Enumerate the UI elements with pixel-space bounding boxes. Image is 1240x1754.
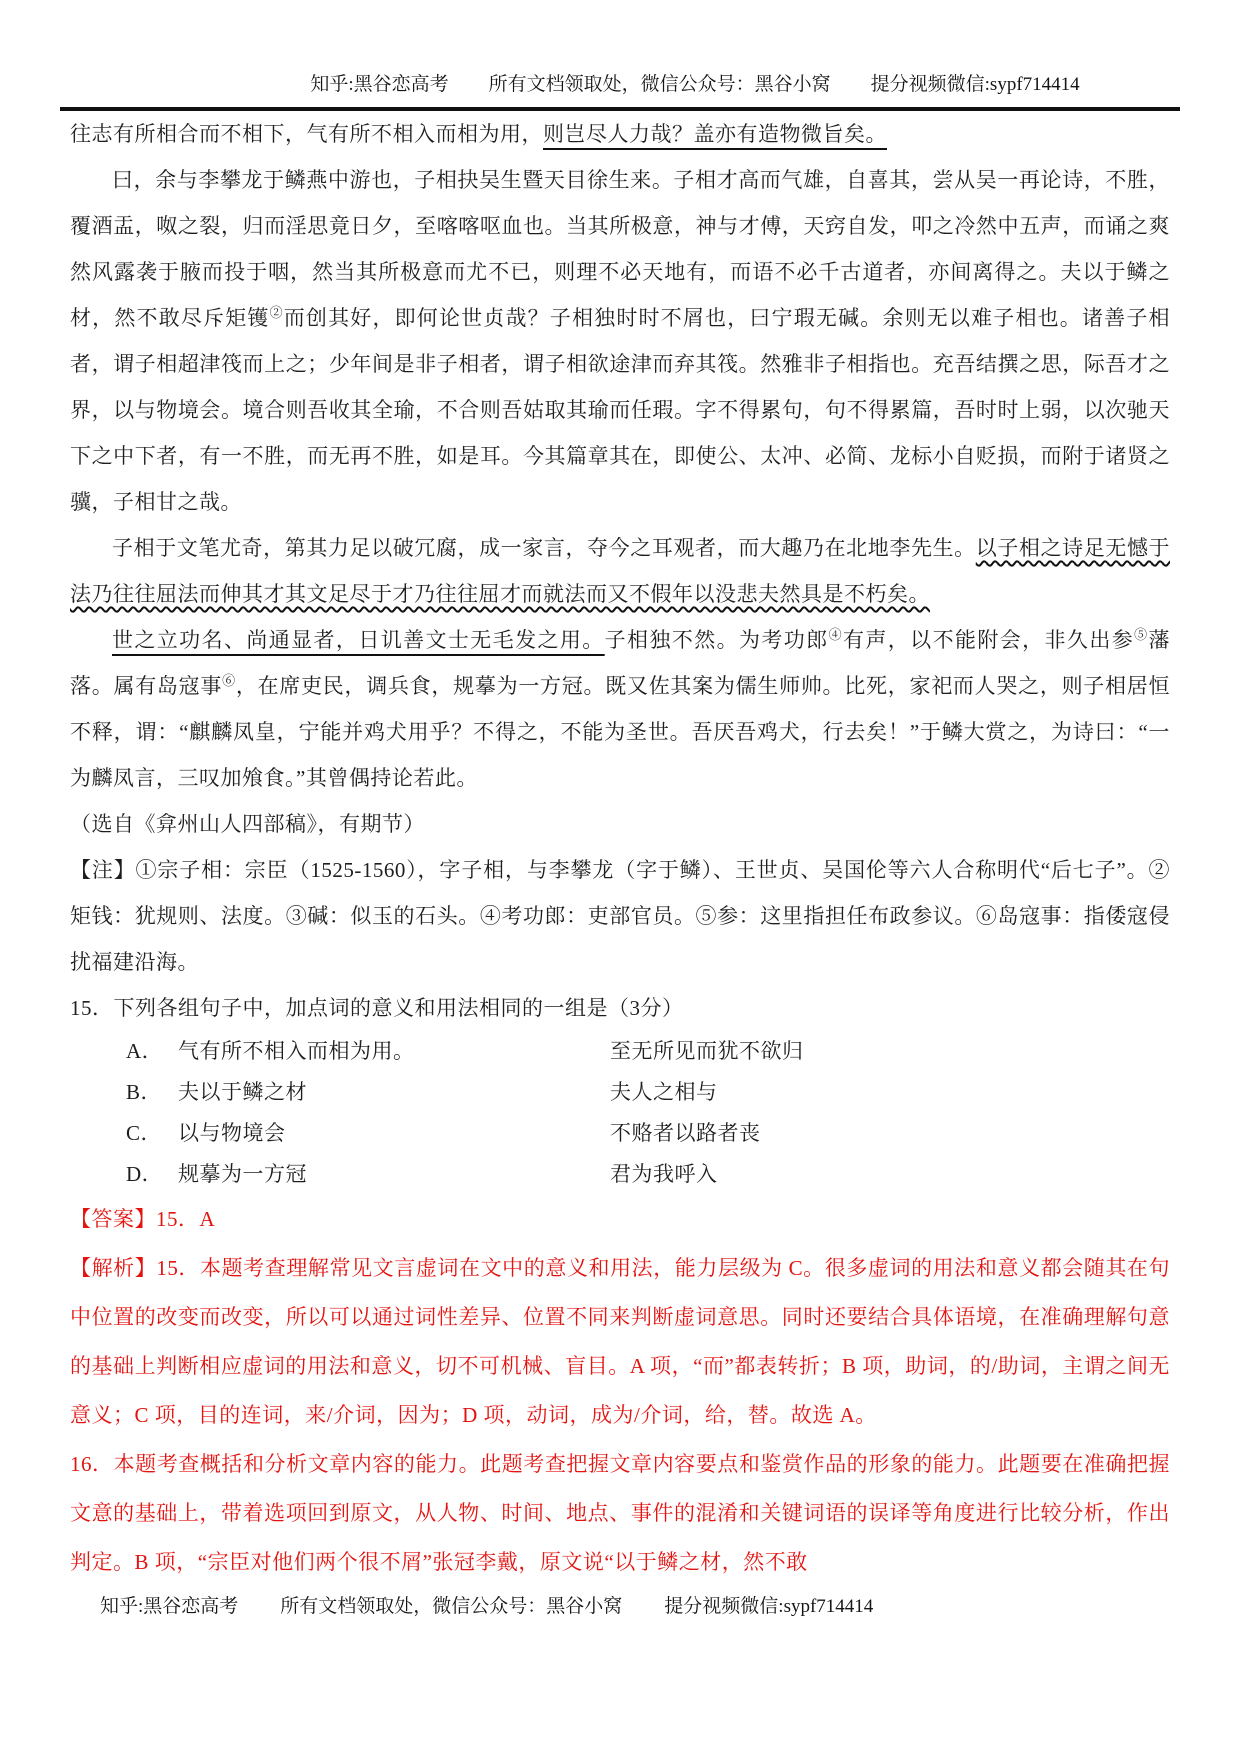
analysis-question-16: 16．本题考查概括和分析文章内容的能力。此题考查把握文章内容要点和鉴赏作品的形象的能力。此题要在准确把握文意的基础上，带着选项回到原文，从人物、时间、地点、事件的混淆和关键词语的误译等角度进行比较分析，作出判定。B 项，“宗臣对他们两个很不屑”张冠李戴，原文说“以于鳞之材，然不敢: [70, 1452, 1170, 1574]
option-a: [126, 1031, 1170, 1072]
answer-analysis-section: [70, 1195, 1170, 1587]
option-c-label: C．: [126, 1121, 163, 1145]
question-15-stem: 15．下列各组句子中，加点词的意义和用法相同的一组是（3分）: [70, 996, 684, 1020]
passage-paragraph-1: [70, 111, 1170, 157]
option-d: [126, 1154, 1170, 1195]
passage-paragraph-2: [70, 157, 1170, 525]
footer-site-label: 知乎:黑谷恋高考: [100, 1596, 239, 1617]
option-d-right-sentence: 君为我呼入: [610, 1162, 718, 1186]
header-video-label: 提分视频微信:sypf714414: [870, 74, 1080, 95]
option-a-label: A．: [126, 1039, 164, 1063]
page-footer: [100, 1593, 1170, 1621]
footnotes: 【注】①宗子相：宗臣（1525-1560），字子相，与李攀龙（字于鳞）、王世贞、吴国伦等六人合称明代“后七子”。②矩钱：犹规则、法度。③碱：似玉的石头。④考功郎：吏部官员。⑤参：这里指担任布政参议。⑥岛寇事：指倭寇侵扰福建沿海。: [70, 858, 1170, 974]
answer-line: 【答案】15．A: [70, 1207, 216, 1231]
footer-wechat-label: 所有文档领取处，微信公众号：黑谷小窝: [280, 1596, 623, 1617]
header-wechat-label: 所有文档领取处，微信公众号：黑谷小窝: [488, 74, 831, 95]
question-15-options: [70, 1031, 1170, 1195]
text-segment: 以子相之诗足无憾于法乃往往屈法而伸其才其文足尽于才乃往往屈才而就法而又不假年以没悲夫然具是不朽矣。: [70, 536, 1170, 606]
option-a-right-sentence: 至无所见而犹不欲归: [610, 1039, 804, 1063]
option-d-label: D．: [126, 1162, 164, 1186]
passage-paragraph-3: [70, 525, 1170, 617]
option-c: [126, 1113, 1170, 1154]
source-citation: （选自《弇州山人四部稿》，有期节）: [70, 812, 425, 836]
text-segment: 子相独不然。为考功郎④有声，以不能附会，非久出参⑤藩落。属有岛寇事⑥，在席吏民，调兵食，规摹为一方冠。既又佐其案为儒生师帅。比死，家祀而人哭之，则子相居恒不释，谓：“麒麟凤皇，宁能并鸡犬用乎？不得之，不能为圣世。吾厌吾鸡犬，行去矣！”于鳞大赏之，为诗曰：“一为麟凤言，三叹加飧食。”其曾偶持论若此。: [70, 627, 1171, 790]
page-header: [70, 72, 1170, 98]
header-site-label: 知乎:黑谷恋高考: [310, 74, 449, 95]
passage-text: [70, 111, 1170, 985]
text-segment: 子相于文笔尤奇，第其力足以破冗腐，成一家言，夺今之耳观者，而大趣乃在北地李先生。: [112, 536, 976, 560]
option-b-label: B．: [126, 1080, 163, 1104]
option-b-left-sentence: 夫以于鳞之材: [178, 1080, 307, 1104]
option-a-left-sentence: 气有所不相入而相为用。: [178, 1039, 415, 1063]
option-d-left-sentence: 规摹为一方冠: [178, 1162, 307, 1186]
text-segment: 往志有所相合而不相下，气有所不相入而相为用，: [70, 122, 543, 146]
option-b: [126, 1072, 1170, 1113]
question-15: [70, 985, 1170, 1195]
text-segment: 则岂尽人力哉？盖亦有造物微旨矣。: [543, 122, 887, 146]
footer-video-label: 提分视频微信:sypf714414: [664, 1596, 874, 1617]
option-c-left-sentence: 以与物境会: [178, 1121, 286, 1145]
text-segment: 曰，余与李攀龙于鳞燕中游也，子相抉吴生暨天目徐生来。子相才高而气雄，自喜其，尝从吴一再论诗，不胜，覆酒盂，呶之裂，归而淫思竟日夕，至喀喀呕血也。当其所极意，神与才傅，天窍自发，叩之冷然中五声，而诵之爽然风露袭于腋而投于咽，然当其所极意而尤不已，则理不必天地有，而语不必千古道者，亦间离得之。夫以于鳞之材，然不敢尽斥矩镬②而创其好，即何论世贞哉？子相独时时不屑也，曰宁瑕无碱。余则无以难子相也。诸善子相者，谓子相超津筏而上之；少年间是非子相者，谓子相欲途津而弃其筏。然雅非子相指也。充吾结撰之思，际吾才之界，以与物境会。境合则吾收其全瑜，不合则吾姑取其瑜而任瑕。字不得累句，句不得累篇，吾时时上弱，以次驰天下之中下者，有一不胜，而无再不胜，如是耳。今其篇章其在，即使公、太冲、必简、龙标小自贬损，而附于诸贤之骥，子相甘之哉。: [70, 168, 1170, 514]
analysis-question-15: 【解析】15．本题考查理解常见文言虚词在文中的意义和用法，能力层级为 C。很多虚词的用法和意义都会随其在句中位置的改变而改变，所以可以通过词性差异、位置不同来判断虚词意思。同时还要结合具体语境，在准确理解句意的基础上判断相应虚词的用法和意义，切不可机械、盲目。A 项，“而”都表转折；B 项，助词，的/助词，主谓之间无意义；C 项，目的连词，来/介词，因为；D 项，动词，成为/介词，给，替。故选 A。: [70, 1256, 1170, 1427]
passage-paragraph-4: [70, 617, 1170, 801]
option-c-right-sentence: 不赂者以路者丧: [610, 1121, 761, 1145]
option-b-right-sentence: 夫人之相与: [610, 1080, 718, 1104]
text-segment: 世之立功名、尚通显者，日讥善文士无毛发之用。: [112, 628, 605, 652]
